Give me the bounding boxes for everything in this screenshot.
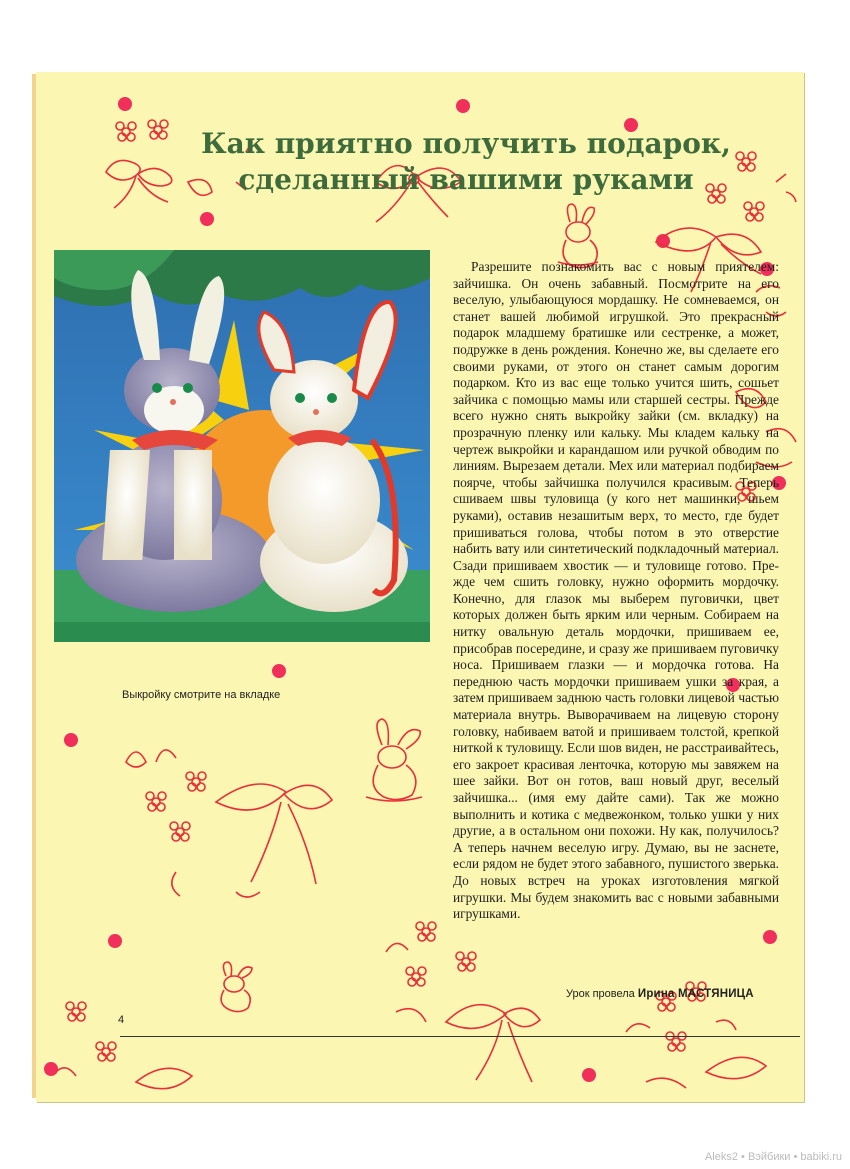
polka-dot (763, 930, 777, 944)
title-line-2: сделанный вашими руками (238, 163, 694, 196)
bunny-doodle-bottom (206, 960, 266, 1016)
doodle-left-bottom (116, 732, 346, 932)
polka-dot (108, 934, 122, 948)
doodle-bottom-center (376, 912, 546, 1102)
polka-dot (272, 664, 286, 678)
article-title (186, 126, 746, 198)
polka-dot (582, 1068, 596, 1082)
polka-dot (64, 733, 78, 747)
title-line-1: Как приятно получить подарок, (201, 127, 731, 160)
author-credit (566, 988, 754, 1000)
photo-caption: Выкройку смотрите на вкладке (122, 689, 281, 701)
polka-dot (118, 97, 132, 111)
bunny-doodle-middle (354, 717, 434, 807)
watermark: Aleks2 • Вэйбики • babiki.ru (704, 1151, 842, 1163)
article-body: Разрешите познакомить вас с новым приятелем: зайчишка. Он очень забавный. Посмотрите на его веселую, улыбающуюся мордашку. Не сомневаемся, он станет вашей любимой игрушкой. Это прекрасный подарок младшему братишке или сестренке, а может, подружке в день рождения. Конечно же, вы сделаете его своими руками, от этого он станет самым дорогим подарком. Кто из вас еще только учится шить, сошьет зайчика с помощью мамы или старшей сестры. Прежде всего нужно снять выкройку зайки (см. вкладку) на прозрачную пленку или кальку. Мы кладем кальку на чертеж выкройки и карандашом или ручкой обводим по линиям. Вырезаем детали. Мех или материал подбираем поярче, чтобы зайчишка получился красивым. Теперь сшиваем швы туловища (у кого нет машинки, шьем руками), оставив незашитым верх, то место, где будет пришиваться голова, чтобы потом в это отверстие набить вату или синтетический подкладочный материал. Сзади пришиваем хвостик — и туловище готово. Прежде чем сшить головку, нужно оформить мордочку. Конечно, для глазок мы выберем пуговички, цвет которых должен быть ярким или черным. Собираем на нитку овальную деталь мордочки, пришиваем ее, присобрав посередине, и сразу же пришиваем пуговичку носа. Пришиваем глазки — и мордочка готова. На переднюю часть мордочки пришиваем ушки за края, а затем пришиваем заднюю часть головки лицевой частью материала внутрь. Выворачиваем на лицевую сторону головку, набиваем ватой и пришиваем толстой, крепкой ниткой к туловищу. Если шов виден, не расстраивайтесь, его закроет красивая ленточка, которую мы завяжем на шее зайки. Вот он готов, ваш новый друг, веселый зайчишка... (имя ему дайте сами). Так же можно выполнить и котика с медвежонком, только ушки у них другие, а в остальном они похожи. Ну как, получилось? А теперь начнем веселую игру. Думаю, вы не заснете, если рядом не будет этого забавного, пушистого зверька. До новых встреч на уроках изготовления мягкой игрушки. Мы будем знакомить вас с новыми забавными игрушками. (453, 259, 779, 922)
magazine-page (36, 72, 804, 1102)
credit-prefix: Урок провела (566, 988, 638, 1000)
polka-dot (456, 99, 470, 113)
bunnies-photo (54, 250, 430, 642)
footer-rule (120, 1036, 800, 1037)
author-name: Ирина МАСТЯНИЦА (637, 988, 754, 1000)
page-number: 4 (118, 1014, 125, 1026)
